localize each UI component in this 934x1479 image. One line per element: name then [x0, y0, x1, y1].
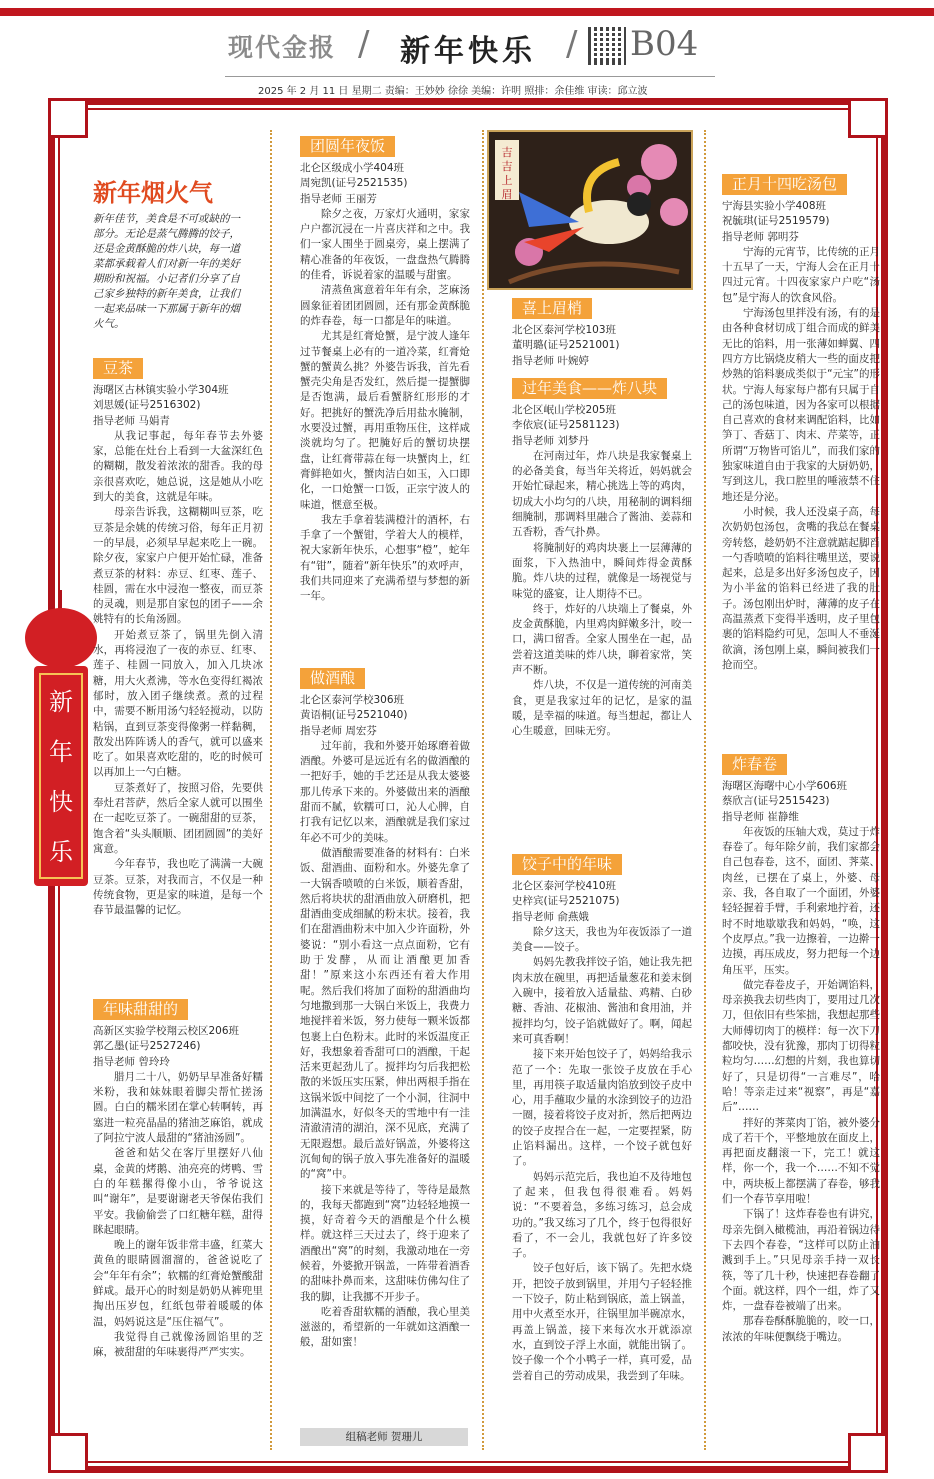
- newspaper-brand: 现代金报: [228, 33, 337, 62]
- article-tuanyuan: [300, 130, 470, 605]
- author: 刘思媛(证号2516302): [93, 399, 201, 412]
- paragraph: 接下来开始包饺子了，妈妈给我示范了一个：先取一张饺子皮放在手心里，再用筷子取适量肉馅放到饺子皮中心，用手蘸取少量的水涂到饺子的边沿一圈，接着将饺子皮对折，然后把两边的饺子皮捏合在一起，一定要捏紧，防止馅料漏出。这样，一个饺子就包好了。: [512, 1048, 692, 1168]
- paragraph: 炸八块，不仅是一道传统的河南美食，更是我家过年的记忆，是家的温暖，是幸福的味道。每当想起，都让人心生暖意，回味无穷。: [512, 679, 692, 738]
- lantern-char: 乐: [49, 838, 73, 866]
- paragraph: 小时候，我人还没桌子高，每次奶奶包汤包，贪嘴的我总在餐桌旁转悠，趁奶奶不注意就踮起脚舀一勺香喷喷的馅料往嘴里送，要说起来，总是多出好多汤包皮子，因为小半盆的馅料已经进了我的肚子。汤包刚出炉时，薄薄的皮子在高温蒸煮下变得半透明，皮子里包裹的馅料隐约可见，怎叫人不垂涎欲滴，汤包刚上桌，瞬间被我们一抢而空。: [722, 505, 880, 671]
- corner-ornament: [48, 1433, 88, 1473]
- paragraph: 除夕之夜，万家灯火通明，家家户户都沉浸在一片喜庆祥和之中。我们一家人围坐于圆桌旁，桌上摆满了精心准备的年夜饭，一盘盘热气腾腾的佳肴，诉说着家的温暖与甜蜜。: [300, 207, 470, 282]
- painting-caption: 吉: [501, 146, 513, 159]
- paragraph: 从我记事起，每年春节去外婆家，总能在灶台上看到一大盆深红色的糊糊，散发着浓浓的甜香。我的母亲很喜欢吃，她总说，这是她从小吃到大的美食，这就是年味。: [93, 429, 263, 504]
- article-douchai: [93, 352, 263, 918]
- teacher: 指导老师 周宏芬: [300, 724, 377, 737]
- paragraph: 晚上的谢年饭非常丰盛，红菜大黄鱼的眼睛圆溜溜的，爸爸说吃了会“年年有余”；软糯的红膏炝蟹酸甜鲜咸。最开心的时刻是奶奶从裤兜里掏出压岁包，红纸包带着暖暖的体温，妈妈说这是“压住福气”。: [93, 1239, 263, 1328]
- masthead: [0, 22, 934, 70]
- paragraph: 宁海汤包里拌没有汤，有的是由各种食材切成丁组合而成的鲜美无比的馅料，用一张薄如蝉翼、四四方方比锅烧皮稍大一些的面皮把炒熟的馅料裹成类似于“元宝”的形状。宁海人每家每户都有只属于自己的汤包味道，因为各家可以根据自己喜欢的食材来调配馅料，比如笋丁、香菇丁、肉末、芹菜等，正所谓“万物皆可馅儿”，而我们家的独家味道自由于我家的大厨奶奶，写到这儿，我口腔里的唾液禁不住地还是分泌。: [722, 307, 880, 503]
- article-tag: 做酒酿: [300, 668, 365, 689]
- page-number: B04: [630, 24, 699, 64]
- teacher: 指导老师 王丽芳: [300, 192, 377, 205]
- school: 北仑区泰河学校410班: [512, 880, 617, 892]
- section-title: 新年快乐: [400, 34, 536, 69]
- paragraph: 妈妈先教我拌饺子馅，她让我先把肉末放在碗里，再把适量葱花和姜末倒入碗中，接着放入适量盐、鸡精、白砂糖、香油、花椒油、酱油和食用油，并搅拌均匀，饺子馅就做好了。啊，闻起来可真香啊！: [512, 956, 692, 1045]
- paragraph: 接下来就是等待了，等待是最熬的，我每天都跑到“窝”边轻轻地摸一摸，好奇着今天的酒酿是个什么模样。就这样三天过去了，终于迎来了酒酿出“窝”的时刻，我激动地在一旁候着，外婆掀开锅盖，一阵带着酒香的甜味扑鼻而来，这甜味仿佛勾住了我的脚，让我挪不开步子。: [300, 1183, 470, 1303]
- school: 北仑区泰河学校103班: [512, 324, 617, 336]
- divider-slash: /: [566, 24, 578, 64]
- paragraph: 年夜饭的压轴大戏，莫过于炸春卷了。每年除夕前，我们家都会自己包春卷，这不，面团、荠菜、肉丝，已摆在了桌上，外婆、母亲、我，各自取了一个面团，外婆轻轻握着手臂，手利索地拧着，还时不时地歇歇我和妈妈，“唤，这个皮厚点。”我一边擦着，一边擀一边摸，再压成皮，努力把每一个边角压平，压实。: [722, 825, 880, 976]
- author: 郭乙墨(证号2527246): [93, 1040, 201, 1053]
- school: 海曙区古林镇实验小学304班: [93, 384, 229, 396]
- paragraph: 妈妈示范完后，我也迫不及待地包了起来，但我包得很难看。妈妈说：“不要着急，多练习练习，总会成功的。”我又练习了几个，终于包得很好看了，不一会儿，我就包好了许多饺子。: [512, 1170, 692, 1260]
- teacher: 指导老师 郭明芬: [722, 230, 799, 243]
- author: 蔡欣言(证号2515423): [722, 795, 830, 808]
- paragraph: 宁海的元宵节，比传统的正月十五早了一天，宁海人会在正月十四过元宵。十四夜家家户户吃“汤包”是宁海人的饮食风俗。: [722, 245, 880, 304]
- teacher: 指导老师 俞燕娥: [512, 910, 589, 923]
- paragraph: 今年春节，我也吃了满满一大碗豆茶。豆茶，对我而言，不仅是一种传统食物，更是家的味道，是每一个春节最温馨的记忆。: [93, 858, 263, 917]
- dateline: 2025 年 2 月 11 日 星期二 责编：王妙妙 徐徐 美编：许明 照排：余佳维 审读：邱立波: [258, 86, 648, 97]
- paragraph: 豆茶煮好了，按照习俗，先要供奉灶君菩萨，然后全家人就可以围坐在一起吃豆茶了。一碗甜甜的豆茶，饱含着“头头顺顺、团团圆圆”的美好寓意。: [93, 781, 263, 855]
- child-painting: [487, 130, 693, 290]
- school: 北仑区泰河学校306班: [300, 694, 405, 706]
- article-jiuniang: [300, 662, 470, 1422]
- school: 北仑区级成小学404班: [300, 162, 405, 174]
- paragraph: 饺子包好后，该下锅了。先把水烧开，把饺子放到锅里，并用勺子轻轻推一下饺子，防止粘到锅底，盖上锅盖，用中火煮至水开，往锅里加半碗凉水，再盖上锅盖，接下来每次水开就添凉水，直到饺子浮上水面，就能出锅了。饺子像一个个小鸭子一样，真可爱，品尝着自己的劳动成果，我尝到了年味。: [512, 1262, 692, 1382]
- article-tag: 团圆年夜饭: [300, 136, 395, 157]
- school: 高新区实验学校翔云校区206班: [93, 1025, 240, 1037]
- paragraph: 母亲告诉我，这糊糊叫豆茶，吃豆茶是余姚的传统习俗，每年正月初一的早晨，必须早早起来吃上一碗。除夕夜，家家户户便开始忙碌，准备煮豆茶的材料：赤豆、红枣、莲子、桂圆，需在水中浸泡一整夜，而豆茶的灵魂，则是那自家包的团子——余姚特有的长角汤圆。: [93, 506, 263, 626]
- school: 海曙区海曙中心小学606班: [722, 780, 848, 792]
- paragraph: 开始煮豆茶了，锅里先倒入清水，再将浸泡了一夜的赤豆、红枣、莲子、桂圆一同放入，加入几块冰糖，用大火煮沸，等水色变得红褐浓郁时，放入团子继续煮。煮的过程中，需要不断用汤勺轻轻搅动，以防粘锅，直到豆茶变得像粥一样黏稠，散发出阵阵诱人的香气，就可以盛来吃了。如果喜欢吃甜的，吃的时候可以再加上一勺白糖。: [93, 628, 263, 779]
- paragraph: 做完春卷皮子，开始调馅料，母亲换我去切些肉丁，要用过几次刀，但依旧有些笨拙，我想起那些大师傅切肉丁的模样：每一次下刀都咬快，没有犹豫，那肉丁切得粒粒均匀……幻想的片刻，我也算切好了，只是切得“一言难尽”，哈哈！等亲走过来“视察”，再是“嘉后”……: [722, 978, 880, 1114]
- masthead-rule: [225, 76, 715, 77]
- article-xishang: [512, 292, 692, 369]
- article-tag: 豆茶: [93, 358, 143, 379]
- paragraph: 那春卷酥酥脆脆的，咬一口，浓浓的年味便飘绕于嘴边。: [722, 1315, 880, 1343]
- painting-caption-char: 吉: [501, 160, 513, 173]
- paragraph: 爸爸和姑父在客厅里摆好八仙桌，金黄的烤鹅、油亮亮的烤鸭、雪白的年糕摞得像小山，爷爷说这叫“谢年”，是要谢谢老天爷保佑我们平安。我偷偷尝了口红糖年糕，甜得眯起眼睛。: [93, 1147, 263, 1236]
- article-tag: 年味甜甜的: [93, 999, 188, 1020]
- lantern-char: 新: [49, 688, 73, 716]
- editor-credit: 组稿老师 贺珊儿: [300, 1428, 468, 1446]
- top-red-band: [0, 8, 934, 16]
- article-chunjuan: [722, 748, 880, 1448]
- column-divider: [704, 130, 706, 1450]
- corner-ornament: [48, 98, 88, 138]
- author: 周宛凯(证号2521535): [300, 177, 408, 190]
- lantern-char: 年: [49, 738, 73, 766]
- author: 史梓宾(证号2521075): [512, 895, 620, 908]
- paragraph: 我左手拿着装满橙汁的酒杯，右手拿了一个蟹钳，学着大人的模样，祝大家新年快乐，心想事“橙”，蛇年有“钳”，随着“新年快乐”的欢呼声，我们共同迎来了充满希望与梦想的新一年。: [300, 513, 470, 603]
- column-divider: [482, 130, 484, 1450]
- divider-slash: /: [358, 24, 370, 64]
- article-nianwei: [93, 993, 263, 1361]
- author: 董明璐(证号2521001): [512, 339, 620, 352]
- article-tag: 炸春卷: [722, 754, 787, 775]
- qr-code-icon: [588, 27, 626, 65]
- article-zhabakuai: [512, 372, 692, 740]
- article-tag: 饺子中的年味: [512, 854, 622, 875]
- magpie-painting-image: [489, 132, 693, 290]
- paragraph: 终于，炸好的八块端上了餐桌，外皮金黄酥脆，内里鸡肉鲜嫩多汁，咬一口，满口留香。全家人围坐在一起，品尝着这道美味的炸八块，聊着家常，笑声不断。: [512, 602, 692, 677]
- paragraph: 下锅了！这炸春卷也有讲究，母亲先倒入橄榄油，再沿着锅边待下去四个春卷，“这样可以防止油溅到手上。”只见母亲手持一双长筷，等了几十秒，快速把春卷翻了个面。就这样，四个一组，炸了又炸，一盘春卷被端了出来。: [722, 1208, 880, 1313]
- teacher: 指导老师 叶婉婷: [512, 354, 589, 367]
- paragraph: 将腌制好的鸡肉块裹上一层薄薄的面浆，下入热油中，瞬间炸得金黄酥脆。炸八块的过程，就像是一场视觉与味觉的盛宴，让人期待不已。: [512, 541, 692, 600]
- paragraph: 吃着香甜软糯的酒酿，我心里美滋滋的，希望新的一年就如这酒酿一般，甜如蜜！: [300, 1305, 470, 1349]
- paragraph: 在河南过年，炸八块是我家餐桌上的必备美食，每当年关将近，妈妈就会开始忙碌起来，精心挑选上等的鸡肉，切成大小均匀的八块，用秘制的调料细细腌制，那调料里融合了酱油、姜蒜和五香粉，香气扑鼻。: [512, 449, 692, 539]
- article-jiaozi: [512, 848, 692, 1454]
- paragraph: 做酒酿需要准备的材料有：白米饭、甜酒曲、面粉和水。外婆先拿了一大锅香喷喷的白米饭，顺着香甜，然后将块状的甜酒曲放入研磨机，把甜酒曲变成细腻的粉末状。接着，我们在甜酒曲粉末中加入少许面粉，外婆说：“别小看这一点点面粉，它有助于发酵，从而让酒酿更加香甜！”原来这小东西还有着大作用呢。然后我们将加了面粉的甜酒曲均匀地撒到那一大锅白米饭上，我费力地搅拌着米饭，努力使每一颗米饭都包裹上白色粉末。此时的米饭温度正好，我想象着香甜可口的酒酿，干起活来更起劲儿了。搅拌均匀后我把松散的米饭压实压紧，伸出两根手指在这锅米饭中间挖了一个小洞，往洞中加满温水，好似冬天的雪地中有一洼清澈清清的湖泊，深不见底，充满了无限遐想。最后盖好锅盖，外婆将这沉甸甸的锅子放入事先准备好的温暖的“窝”中。: [300, 846, 470, 1181]
- teacher: 指导老师 曾玲玲: [93, 1055, 170, 1068]
- school: 北仑区岷山学校205班: [512, 404, 617, 416]
- author: 李依宸(证号2581123): [512, 419, 620, 432]
- paragraph: 尤其是红膏炝蟹，是宁波人逢年过节餐桌上必有的一道冷菜，红膏炝蟹的蟹黄么挑？外婆告诉我，首先看蟹壳尖角是否发红，然后提一提蟹脚是否饱满，最后看蟹脐红形形的才好。把挑好的蟹洗净后用盐水腌制，水要没过蟹，再用重物压住，这样咸淡就均匀了。把腌好后的蟹切块摆盘，让红膏带蒜在每一块蟹肉上，红膏鲜艳如火，蟹肉洁白如玉，入口即化，一口炝蟹一口饭，正宗宁波人的味道，惬意至极。: [300, 330, 470, 511]
- teacher: 指导老师 崔静维: [722, 810, 799, 823]
- corner-ornament: [848, 98, 888, 138]
- paragraph: 除夕这天，我也为年夜饭添了一道美食——饺子。: [512, 925, 692, 954]
- painting-caption-char: 上: [501, 174, 513, 187]
- feature-intro: 新年佳节，美食是不可或缺的一部分。无论是蒸气腾腾的饺子，还是金黄酥脆的炸八块，每一道菜都承载着人们对新一年的美好期盼和祝福。小记者们分享了自己家乡独特的新年美食，让我们一起来品味一下那属于新年的烟火气。: [93, 213, 240, 330]
- teacher: 指导老师 刘梦丹: [512, 434, 589, 447]
- lantern-char: 快: [49, 788, 73, 816]
- school: 宁海县实验小学408班: [722, 200, 827, 212]
- paragraph: 拌好的荠菜肉丁馅，被外婆分成了若干个，平整地放在面皮上，再把面皮翻滚一下，完工！就这样，你一个，我一个……不知不觉中，两块板上都摆满了春卷，够我们一个春节享用啦！: [722, 1116, 880, 1206]
- paragraph: 过年前，我和外婆开始琢磨着做酒酿。外婆可是远近有名的做酒酿的一把好手，她的手艺还是从我太婆婆那儿传承下来的。外婆做出来的酒酿甜而不腻，软糯可口，沁人心脾，自打我有记忆以来，酒酿就是我们家过年必不可少的美味。: [300, 739, 470, 844]
- paragraph: 腊月二十八，奶奶早早准备好糯米粉，我和妹妹眼着脚尖帮忙搓汤圆。白白的糯米团在掌心转啊转，再塞进一粒亮晶晶的猪油芝麻馅，就成了阿拉宁波人最甜的“猪油汤圆”。: [93, 1070, 263, 1145]
- article-tag: 过年美食——炸八块: [512, 378, 667, 399]
- feature-title: 新年烟火气: [93, 178, 213, 207]
- author: 祝毓琪(证号2519579): [722, 215, 830, 228]
- author: 黄语桐(证号2521040): [300, 709, 408, 722]
- paragraph: 清蒸鱼寓意着年年有余，芝麻汤圆象征着团团圆圆，还有那金黄酥脆的炸春卷，每一口都是年的味道。: [300, 284, 470, 327]
- lantern-ornament: [18, 590, 104, 890]
- teacher: 指导老师 马娟青: [93, 414, 170, 427]
- article-tag: 喜上眉梢: [512, 298, 592, 319]
- article-tangbao: [722, 168, 880, 673]
- column-divider: [270, 130, 272, 1450]
- article-tag: 正月十四吃汤包: [722, 174, 847, 195]
- painting-caption-char: 眉: [501, 188, 513, 201]
- paragraph: 我觉得自己就像汤圆馅里的芝麻，被甜甜的年味裹得严严实实。: [93, 1330, 263, 1359]
